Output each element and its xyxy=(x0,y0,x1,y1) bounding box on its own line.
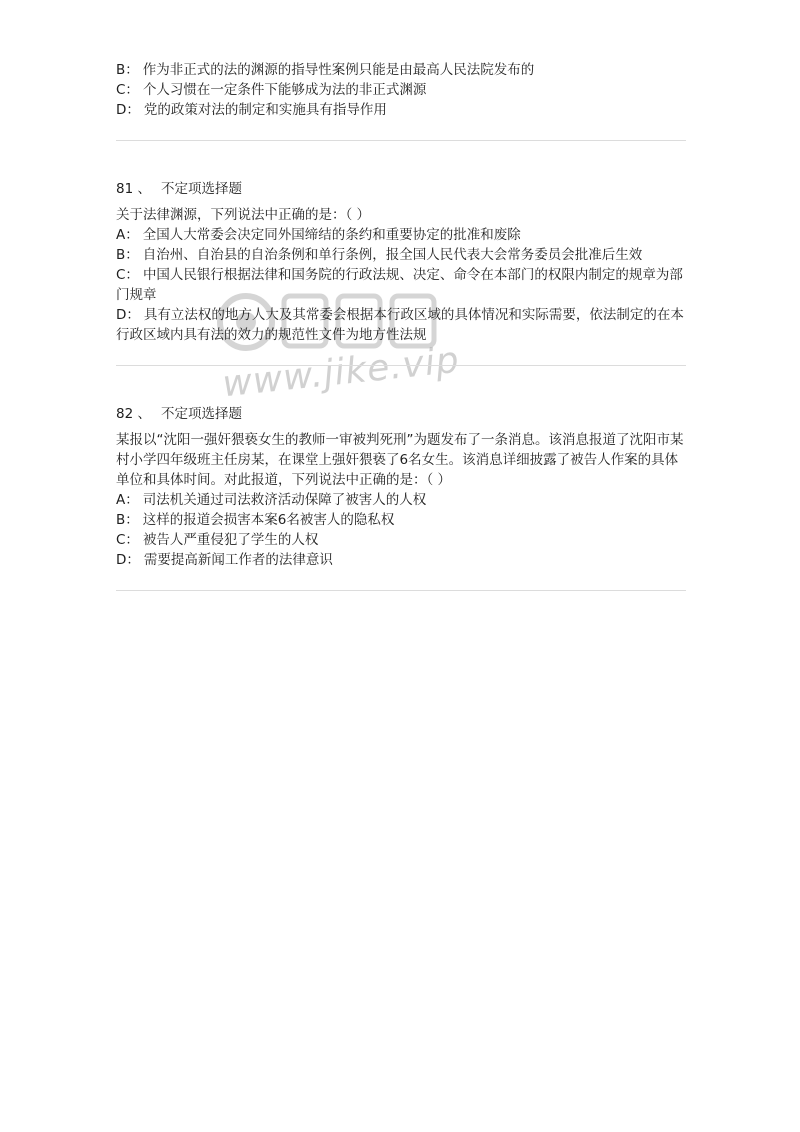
option-letter: B： xyxy=(116,247,139,263)
question-number: 81 、 xyxy=(116,181,151,197)
question-82 xyxy=(116,404,686,570)
watermark-url: www.jike.vip xyxy=(220,339,462,406)
option-letter: D： xyxy=(116,102,140,118)
option-letter: B： xyxy=(116,512,139,528)
option-text: 司法机关通过司法救济活动保障了被害人的人权 xyxy=(142,492,427,508)
option-text: 被告人严重侵犯了学生的人权 xyxy=(142,532,319,548)
option-d xyxy=(116,550,686,570)
option-letter: A： xyxy=(116,227,139,243)
question-stem: 某报以“沈阳一强奸猥亵女生的教师一审被判死刑”为题发布了一条消息。该消息报道了沈阳市某村小学四年级班主任房某，在课堂上强奸猥亵了6名女生。该消息详细披露了被告人作案的具体单位和具体时间。对此报道，下列说法中正确的是：（ ） xyxy=(116,432,684,488)
question-header xyxy=(116,179,686,199)
option-a xyxy=(116,225,686,245)
option-letter: B： xyxy=(116,62,139,78)
option-b xyxy=(116,245,686,265)
question-type: 不定项选择题 xyxy=(160,181,242,197)
option-c xyxy=(116,530,686,550)
divider xyxy=(116,590,686,591)
option-c xyxy=(116,265,686,305)
prev-question-options xyxy=(116,60,686,120)
option-text: 党的政策对法的制定和实施具有指导作用 xyxy=(143,102,387,118)
option-d xyxy=(116,305,686,345)
option-letter: C： xyxy=(116,82,139,98)
question-header xyxy=(116,404,686,424)
divider xyxy=(116,365,686,366)
option-b xyxy=(116,60,686,80)
option-letter: C： xyxy=(116,267,139,283)
content xyxy=(116,60,686,629)
option-letter: C： xyxy=(116,532,139,548)
option-d xyxy=(116,100,686,120)
option-a xyxy=(116,490,686,510)
question-number: 82 、 xyxy=(116,406,151,422)
option-text: 作为非正式的法的渊源的指导性案例只能是由最高人民法院发布的 xyxy=(142,62,535,78)
option-b xyxy=(116,510,686,530)
question-81 xyxy=(116,179,686,345)
option-text: 这样的报道会损害本案6名被害人的隐私权 xyxy=(142,512,395,528)
option-text: 中国人民银行根据法律和国务院的行政法规、决定、命令在本部门的权限内制定的规章为部门规章 xyxy=(116,267,683,303)
option-letter: A： xyxy=(116,492,139,508)
option-text: 全国人大常委会决定同外国缔结的条约和重要协定的批准和废除 xyxy=(142,227,521,243)
option-text: 具有立法权的地方人大及其常委会根据本行政区域的具体情况和实际需要，依法制定的在本行政区域内具有法的效力的规范性文件为地方性法规 xyxy=(116,307,684,343)
option-text: 需要提高新闻工作者的法律意识 xyxy=(143,552,333,568)
divider xyxy=(116,140,686,141)
option-letter: D： xyxy=(116,307,140,323)
option-c xyxy=(116,80,686,100)
question-type: 不定项选择题 xyxy=(160,406,242,422)
option-text: 自治州、自治县的自治条例和单行条例，报全国人民代表大会常务委员会批准后生效 xyxy=(142,247,643,263)
question-stem: 关于法律渊源，下列说法中正确的是：（ ） xyxy=(116,207,371,223)
option-text: 个人习惯在一定条件下能够成为法的非正式渊源 xyxy=(142,82,427,98)
option-letter: D： xyxy=(116,552,140,568)
